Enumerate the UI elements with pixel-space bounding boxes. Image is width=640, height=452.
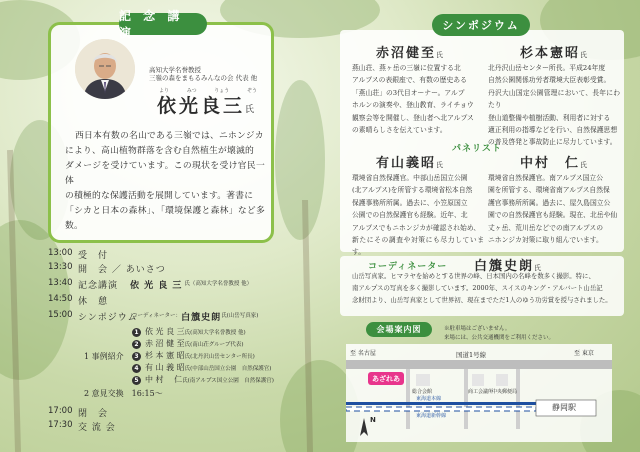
tokaido-line [346, 402, 536, 405]
panelist-name: 中村 仁氏 [520, 156, 588, 171]
case-list-item: 4 有 山 義 昭氏(中部山岳国立公園 自然保護官) [132, 362, 271, 373]
case-list-item: 1 依 光 良 三氏(高知大学名誉教授 他) [132, 326, 246, 337]
venue-map [346, 344, 612, 442]
schedule-item: 受 付 [78, 251, 109, 261]
lecture-line-3: ダメージを受けています。この現状を受け官民一体 [65, 161, 265, 186]
speaker-name-text: 依光良三 [157, 95, 246, 117]
direction-east: 至 東京 [574, 350, 594, 357]
schedule-item: 交 流 会 [78, 423, 116, 433]
lecture-heading: 記 念 講 演 [119, 13, 207, 35]
speaker-affiliation-2: 三嶺の森をまもるみんなの会 代表 他 [149, 74, 258, 82]
schedule-item: 閉 会 [78, 409, 109, 419]
schedule-time: 13:00 [48, 248, 73, 258]
lecture-line-2: により、高山植物群落を含む自然植生が壊滅的 [65, 146, 254, 156]
coordinator-label: コーディネーター [368, 262, 448, 272]
lecture-line-4: の積極的な保護活動を展開しています。著書に [65, 191, 254, 201]
case-list-item: 5 中 村 仁氏(南アルプス国立公園 自然保護官) [132, 374, 274, 385]
schedule-coordinator: 白籏史朗 [181, 313, 222, 323]
lecture-description [65, 129, 265, 234]
schedule-item: シンポジウム [78, 313, 138, 323]
national-route-1 [346, 360, 612, 369]
transit-note: 来場には、公共交通機関をご利用ください。 [444, 335, 555, 341]
venue-name: あざれあ [372, 375, 400, 383]
panelist-bio: 北丹沢山岳センター所長。平成24年度 自然公園関係功労者環境大臣表彰受賞。 丹沢大山国定公園管理において、長年にわたり 登山道整備や植樹活動、利用者に対する 適正利用の指導などを行い、自然保護思想 の普及啓発と事故防止に尽力しています。 [488, 64, 620, 147]
schedule-time: 15:00 [48, 310, 73, 320]
schedule-row [48, 310, 258, 323]
schedule-coordinator-note: 氏(山岳写真家) [221, 313, 259, 319]
hall-label: 総合会館 [412, 389, 433, 395]
schedule-item: 休 憩 [78, 297, 109, 307]
ruby-3: りょう [214, 88, 230, 94]
ruby-1: より [159, 88, 170, 94]
memorial-lecture-card [48, 9, 274, 243]
schedule-row [48, 278, 252, 291]
symposium-heading: シンポジウム [432, 14, 530, 36]
opinion-exchange: 2 意見交換 16:15～ [84, 389, 163, 398]
schedule-row [48, 420, 116, 433]
panelist-label: パネリスト [452, 144, 502, 154]
shinkansen-label: 東海道新幹線 [416, 413, 447, 419]
rail-label: 東海道本線 [416, 396, 442, 402]
coordinator-bio: 山岳写真家。ヒマラヤを始めとする世界の峰、日本国内の名峰を数多く撮影。特に、 南アルプスの写真を多く撮影しています。2000年、スイスのキング・アルバート山岳記 念財団より、山岳写真家として世界初、現在までただ1人のゆう功労賞を授与されました。 [352, 272, 612, 304]
case-list-item: 3 杉 本 憲 昭氏(北丹沢山岳センター所長) [132, 350, 255, 361]
schedule-time: 17:00 [48, 406, 73, 416]
shinkansen-line [346, 407, 536, 411]
schedule-item: 開 会 ／ あいさつ [78, 265, 166, 275]
ruby-2: みつ [186, 88, 197, 94]
north-label: N [370, 416, 376, 424]
speaker-name [157, 91, 254, 118]
schedule-lecturer-note: 氏（高知大学名誉教授 他） [184, 281, 253, 287]
speaker-affiliation-1: 高知大学名誉教授 [149, 66, 201, 74]
coordinator-name: 白籏史朗氏 [474, 259, 542, 274]
panelist-name: 杉本憲昭氏 [520, 46, 588, 61]
panelist-name: 有山義昭氏 [376, 156, 444, 171]
schedule-coordinator-label: コーディネーター： [132, 313, 182, 319]
schedule-time: 17:30 [48, 420, 73, 430]
schedule-row [48, 262, 166, 275]
ruby-4: ぞう [246, 88, 257, 94]
venue-map-heading: 会場案内図 [366, 322, 432, 337]
post-office-label: 中央郵便局 [492, 389, 518, 395]
chamber-label: 商工会議所 [468, 389, 494, 395]
road-label: 国道1号線 [456, 351, 487, 359]
case-list-item: 2 赤 沼 健 至氏(南山荘グループ代表) [132, 338, 244, 349]
schedule-row [48, 406, 108, 419]
panelist-bio: 環境省自然保護官。中部山岳国立公園 (北アルプス)を所管する環境省松本自然 保護事務所所属。過去に、小笠原国立 公園での自然保護官も経験。近年、北 アルプスでもニホンジカが確認され始め、 新たにその調査や対策にも尽力しています。 [352, 174, 484, 257]
panelist-name: 赤沼健至氏 [376, 46, 444, 61]
schedule-row [48, 248, 108, 261]
speaker-photo-icon [75, 39, 135, 99]
schedule-time: 13:40 [48, 278, 73, 288]
parking-note: ※駐車場はございません。 [444, 326, 511, 332]
schedule-time: 14:50 [48, 294, 73, 304]
lecture-line-1: 西日本有数の名山である三嶺では、ニホンジカ [75, 131, 264, 141]
speaker-portrait [75, 39, 135, 99]
lecture-line-5: 「シカと日本の森林」、「環境保護と森林」など多数。 [65, 206, 265, 231]
panelist-bio: 環境省自然保護官。南アルプス国立公 園を所管する、環境省南アルプス自然保 護官事務所所属。過去に、屋久島国立公 園での自然保護官も経験。現在、北岳や仙 丈ヶ岳、荒川岳などでの南アルプスの ニホンジカ対策に取り組んでいます。 [488, 174, 618, 245]
schedule-item: 記念講演 [78, 281, 119, 291]
speaker-honorific: 氏 [245, 105, 255, 115]
schedule-row [48, 294, 108, 307]
panelist-bio: 燕山荘、燕ヶ岳の三嶺に位置する北 アルプスの表銀座で、有数の歴史ある 「燕山荘」の3代目オーナー。アルプ ホルンの演奏や、登山教育、ライチョウ 観察会等を開催し、登山者へ北アルプス の素晴らしさを伝えています。 [352, 64, 474, 135]
schedule-lecturer: 依 光 良 三 [130, 281, 183, 291]
schedule-time: 13:30 [48, 262, 73, 272]
case-study-label: 1 事例紹介 [84, 352, 124, 361]
station-label: 静岡駅 [552, 403, 576, 412]
direction-west: 至 名古屋 [350, 350, 376, 357]
